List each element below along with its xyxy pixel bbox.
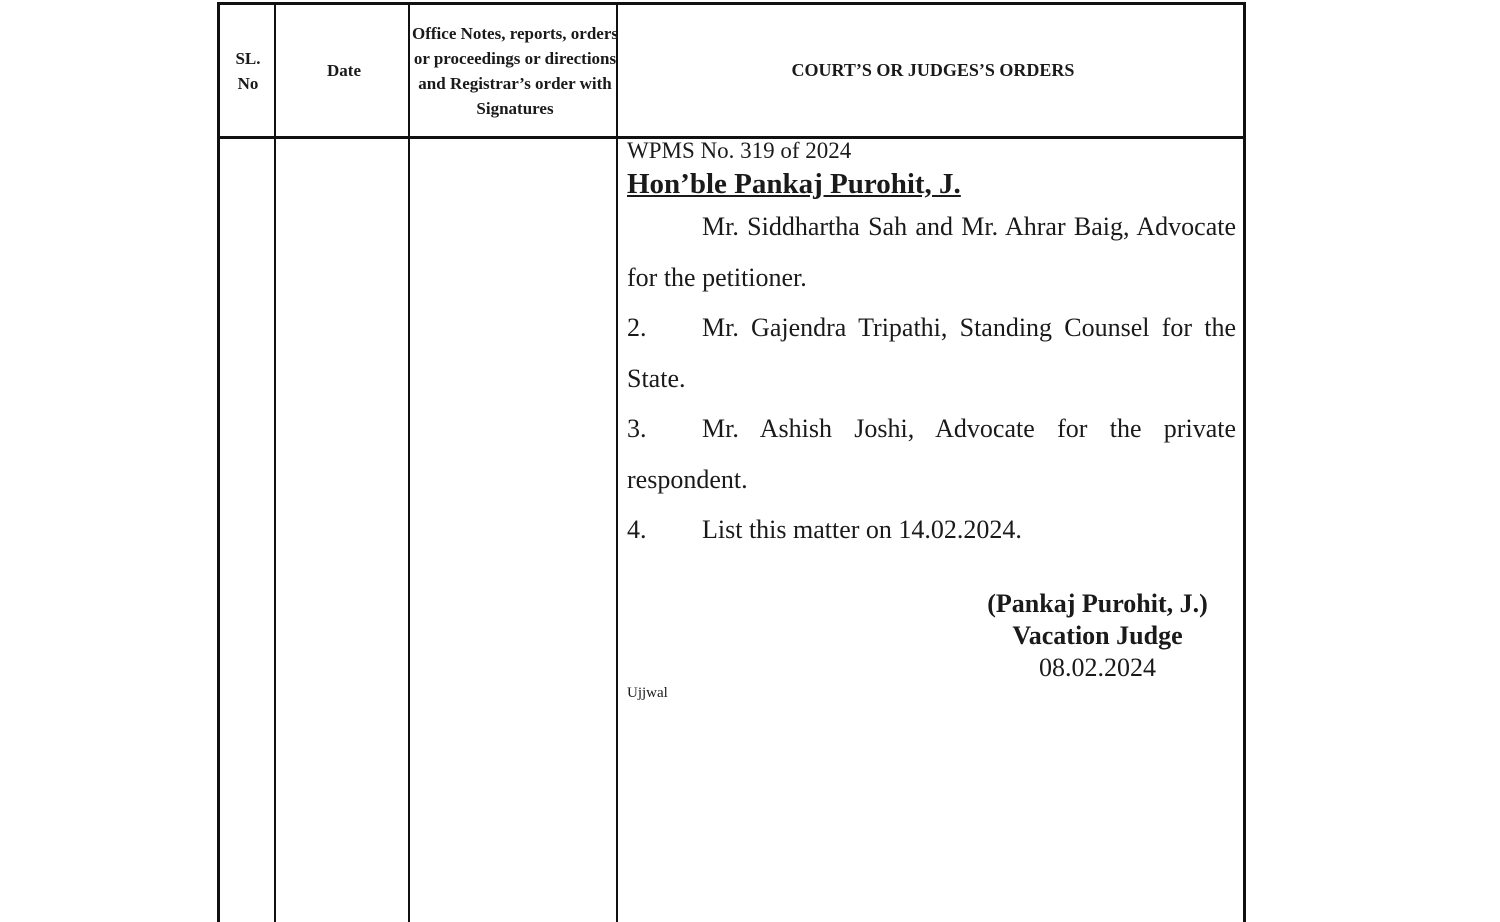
case-number: WPMS No. 319 of 2024 bbox=[627, 138, 852, 163]
order-item-number: 4. bbox=[627, 515, 647, 544]
signature-title: Vacation Judge bbox=[1012, 621, 1183, 650]
header-date: Date bbox=[327, 61, 361, 80]
order-item-number: 2. bbox=[627, 313, 647, 342]
signature-date: 08.02.2024 bbox=[1039, 653, 1156, 682]
column-divider bbox=[274, 5, 276, 922]
column-divider bbox=[616, 5, 618, 922]
header-office-notes: Office Notes, reports, orders or proceedings or directions and Registrar’s order with Signatures bbox=[412, 23, 618, 118]
order-content bbox=[627, 137, 1236, 556]
order-item bbox=[627, 505, 1236, 556]
appearance-paragraph: Mr. Siddhartha Sah and Mr. Ahrar Baig, Advocate for the petitioner. bbox=[627, 212, 1236, 292]
signature-name: (Pankaj Purohit, J.) bbox=[987, 589, 1208, 618]
order-item bbox=[627, 303, 1236, 404]
header-sl-no: SL. No bbox=[235, 48, 261, 93]
order-item bbox=[627, 404, 1236, 505]
header-orders: COURT’S OR JUDGES’S ORDERS bbox=[791, 60, 1075, 80]
order-item-text: Mr. Gajendra Tripathi, Standing Counsel for the State. bbox=[627, 313, 1236, 393]
clerk-initials: Ujjwal bbox=[627, 685, 668, 701]
order-item-text: List this matter on 14.02.2024. bbox=[702, 515, 1022, 544]
order-item-text: Mr. Ashish Joshi, Advocate for the private respondent. bbox=[627, 414, 1236, 494]
order-item-number: 3. bbox=[627, 414, 647, 443]
bench-name: Hon’ble Pankaj Purohit, J. bbox=[627, 168, 961, 200]
column-divider bbox=[408, 5, 410, 922]
